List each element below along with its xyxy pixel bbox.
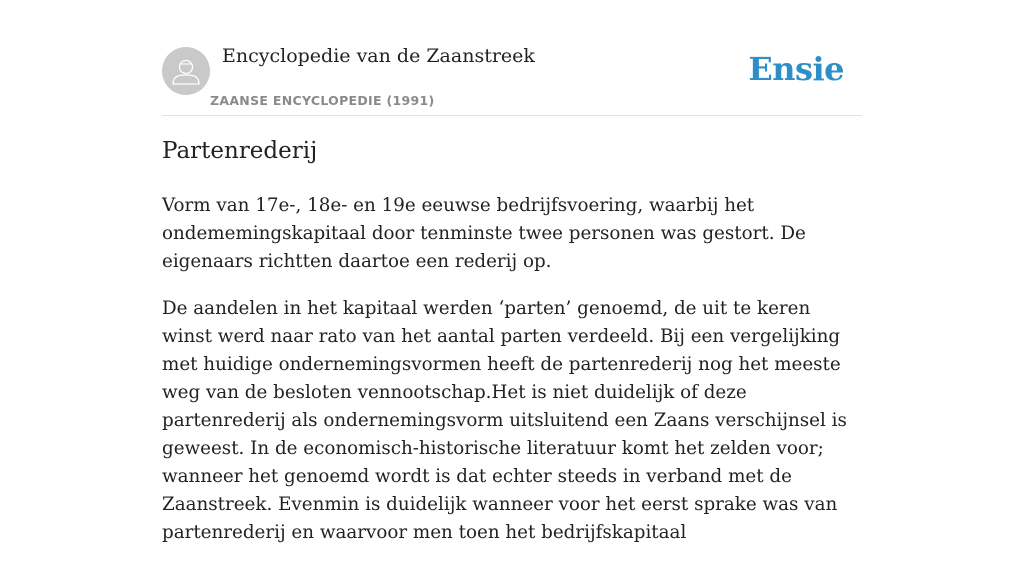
user-icon-graphic: [162, 47, 210, 95]
source-header: [162, 0, 862, 116]
article-paragraph: Vorm van 17e-, 18e- en 19e eeuwse bedrijfsvoering, waarbij het ondememingskapitaal door tenminste twee personen was gestort. De eigenaars richtten daartoe een rederij op.: [162, 195, 806, 272]
article-paragraph: De aandelen in het kapitaal werden ‘parten’ genoemd, de uit te keren winst werd naar rato van het aantal parten verdeeld. Bij een vergelijking met huidige ondernemingsvormen heeft de partenrederij nog het meeste weg van de besloten vennootschap.Het is niet duidelijk of deze partenrederij als ondernemingsvorm uitsluitend een Zaans verschijnsel is geweest. In de economisch-historische literatuur komt het zelden voor; wanneer het genoemd wordt is dat echter steeds in verband met de Zaanstreek. Evenmin is duidelijk wanneer voor het eerst sprake was van partenrederij en waarvoor men toen het bedrijfskapitaal: [162, 298, 847, 543]
source-title[interactable]: Encyclopedie van de Zaanstreek: [222, 45, 535, 67]
article-title: Partenrederij: [162, 138, 318, 164]
source-subtitle: ZAANSE ENCYCLOPEDIE (1991): [210, 93, 435, 108]
user-icon[interactable]: [162, 47, 210, 95]
article-body: [162, 192, 862, 566]
brand-logo[interactable]: Ensie: [748, 50, 844, 88]
